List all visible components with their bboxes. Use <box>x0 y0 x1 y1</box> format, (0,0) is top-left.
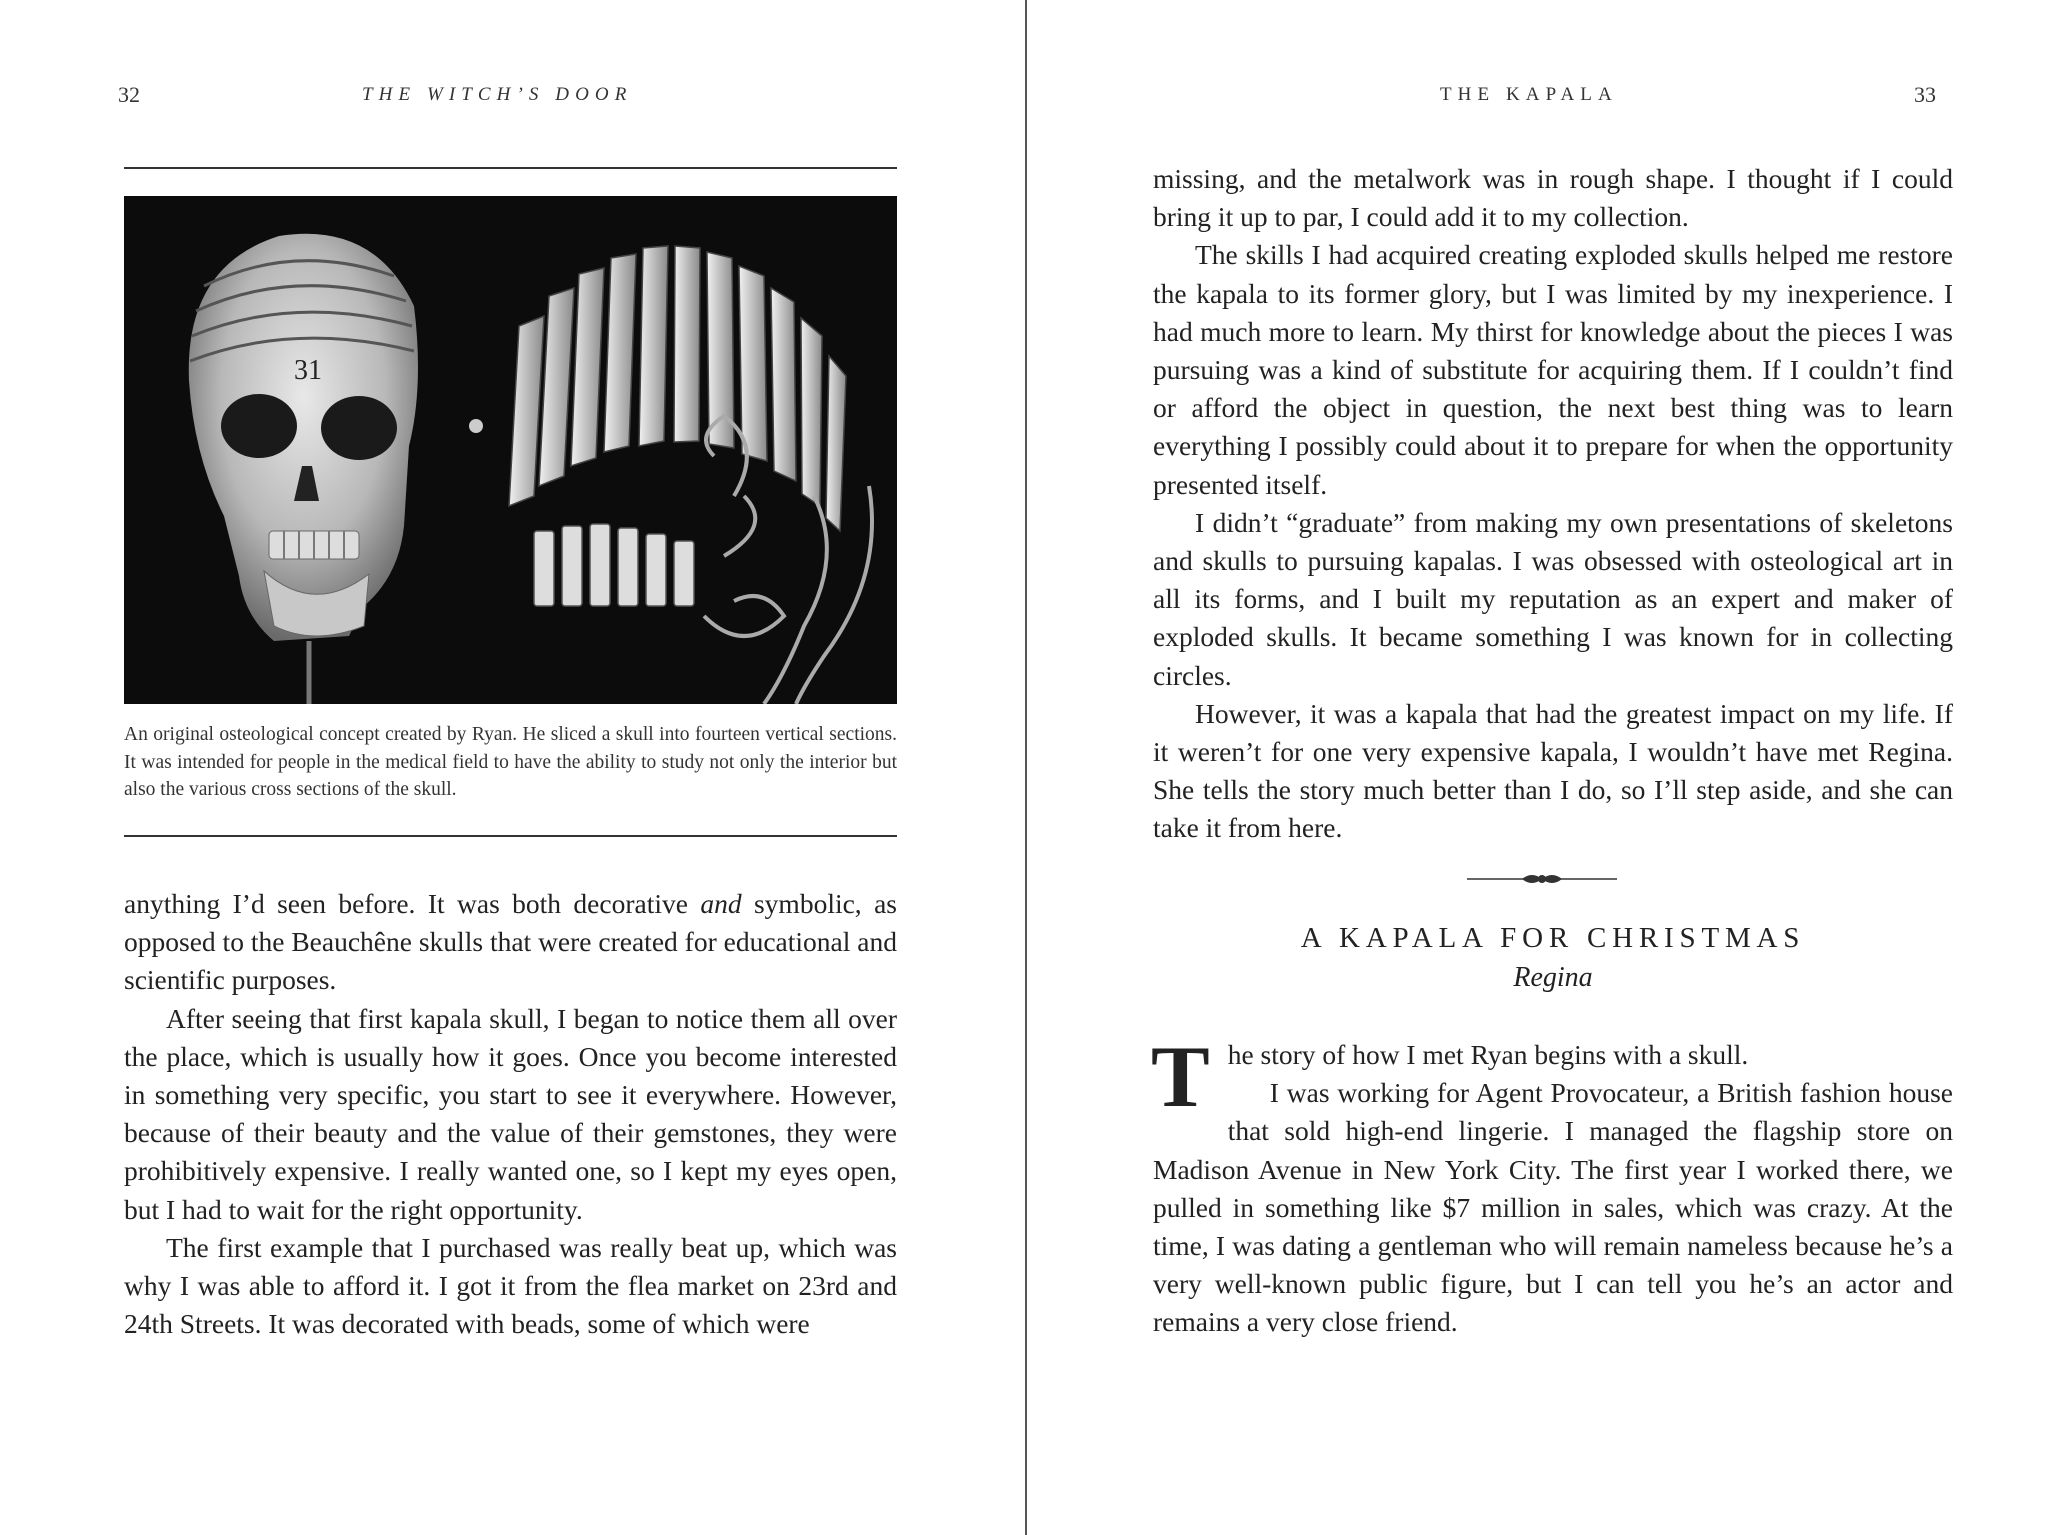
running-head-right: THE KAPALA <box>1440 84 1618 105</box>
section-title: A KAPALA FOR CHRISTMAS <box>1300 922 1806 954</box>
left-paragraph-2: After seeing that first kapala skull, I began to notice them all over the place, which is usually how it goes. Once you become interested in something very specific, you start to see it everywhere. However, because of their beauty and the value of their gemstones, they were prohibitively expensive. I really wanted one, so I kept my eyes open, but I had to wait for the right opportunity. <box>124 1002 897 1225</box>
page-number-right: 33 <box>1914 82 1936 107</box>
right-paragraph-2: The skills I had acquired creating exploded skulls helped me restore the kapala to its former glory, but I was limited by my inexperience. I had much more to learn. My thirst for knowledge about the pieces I was pursuing was a kind of substitute for acquiring them. If I couldn’t find or afford the object in question, the next best thing was to learn everything I possibly could about it to prepare for when the opportunity presented itself. <box>1153 239 1953 500</box>
front-skull <box>189 234 418 704</box>
right-page <box>1027 0 2048 1535</box>
photo-caption: An original osteological concept created by Ryan. He sliced a skull into fourteen vertical sections. It was intended for people in the medical field to have the ability to study not only the interior but also the various cross sections of the skull. <box>124 724 897 800</box>
right-paragraph-4: However, it was a kapala that had the greatest impact on my life. If it weren’t for one very expensive kapala, I wouldn’t have met Regina. She tells the story much better than I do, so I’ll step aside, and she can take it from here. <box>1153 697 1953 844</box>
right-section-paragraph-2: I was working for Agent Provocateur, a British fashion house that sold high-end lingerie. I managed the flagship store on Madison Avenue in New York City. The first year I worked there, we pulled in something like $7 million in sales, which was crazy. At the time, I was dating a gentleman who will remain nameless because he’s a very well-known public figure, but I can tell you he’s an actor and remains a very close friend. <box>1153 1077 1953 1338</box>
right-section-paragraph-1: The story of how I met Ryan begins with a skull. <box>1151 1029 1749 1126</box>
right-body-text-upper <box>1153 160 1953 848</box>
running-head-left: THE WITCH’S DOOR <box>362 84 633 105</box>
emphasis-and: and <box>700 888 742 919</box>
left-paragraph-1: anything I’d seen before. It was both decorative and symbolic, as opposed to the Beauchêne skulls that were created for educational and scientific purposes. <box>124 888 897 996</box>
left-paragraph-3: The first example that I purchased was really beat up, which was why I was able to afford it. I got it from the flea market on 23rd and 24th Streets. It was decorated with beads, some of which were <box>124 1231 897 1340</box>
figure-rule-top <box>124 167 897 169</box>
figure-rule-bottom <box>124 835 897 837</box>
right-paragraph-1: missing, and the metalwork was in rough shape. I thought if I could bring it up to par, I could add it to my collection. <box>1153 163 1953 233</box>
section-ornament <box>1467 869 1617 889</box>
drop-cap: T <box>1151 1029 1210 1126</box>
photo-specimen-label: 31 <box>294 355 322 386</box>
right-body-text-lower <box>1151 1029 1953 1342</box>
page-number-left: 32 <box>118 82 140 107</box>
right-paragraph-3: I didn’t “graduate” from making my own presentations of skeletons and skulls to pursuing kapalas. I was obsessed with osteological art in all its forms, and I built my reputation as an expert and maker of exploded skulls. It became something I was known for in collecting circles. <box>1153 506 1953 691</box>
sectioned-skull-illustration <box>124 196 897 704</box>
section-author: Regina <box>1513 962 1593 993</box>
skull-photo <box>124 196 897 704</box>
left-body-text <box>124 885 897 1343</box>
sectioned-skull <box>469 246 872 704</box>
